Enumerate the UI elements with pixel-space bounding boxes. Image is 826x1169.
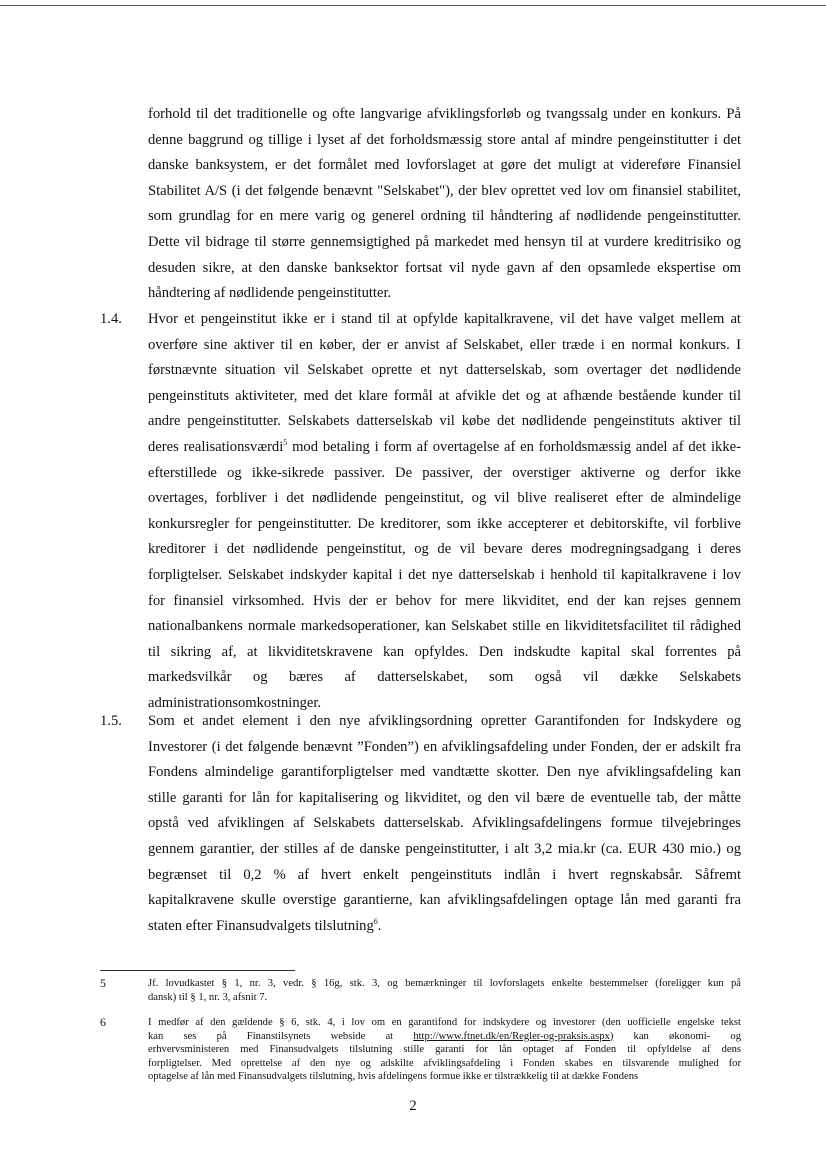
text-line <box>148 179 741 205</box>
text-segment: som grundlag for en mere varig og generel ordning til håndtering af nødlidende pengeinstitutter. <box>148 208 741 225</box>
text-segment: kan ses på Finanstilsynets webside at <box>148 1030 414 1042</box>
text-segment: forpligtelser. Selskabet indskyder kapital i det nye datterselskab i henhold til kapitalkravene i lov <box>148 566 741 583</box>
text-line <box>148 1016 741 1030</box>
text-line <box>148 358 741 384</box>
text-line <box>148 512 741 538</box>
text-line <box>148 786 741 812</box>
text-segment: forhold til det traditionelle og ofte langvarige afviklingsforløb og tvangssalg under en konkurs. På <box>148 106 741 122</box>
text-line <box>148 307 741 333</box>
text-segment: kan økonomi- og <box>613 1030 742 1042</box>
paragraph-number: 1.5. <box>100 713 122 729</box>
top-rule <box>0 5 826 6</box>
text-segment: til sikring af, at likviditetskravene kan opfyldes. Den indskudte kapital skal forrentes på <box>148 643 741 660</box>
footnote-5 <box>100 976 741 1004</box>
text-line <box>148 1043 741 1057</box>
text-segment: nationalbankens normale markedsoperationer, kan Selskabet stille en likviditetsfacilitet til rådighed <box>148 618 741 635</box>
footnote-reference: 6 <box>373 916 378 926</box>
text-line <box>148 614 741 640</box>
text-line <box>148 735 741 761</box>
text-line <box>148 204 741 230</box>
text-line <box>148 589 741 615</box>
text-line <box>148 435 741 461</box>
footnote-reference: 5 <box>283 437 288 447</box>
text-line <box>148 991 741 1005</box>
text-line <box>148 409 741 435</box>
text-line <box>148 665 741 691</box>
text-line <box>148 888 741 914</box>
text-line <box>148 537 741 563</box>
text-line <box>148 977 741 991</box>
text-segment: Dette vil bidrage til større gennemsigtighed på markedet med hensyn til at vurdere kreditrisiko og <box>148 233 741 250</box>
text-line <box>148 863 741 889</box>
text-segment: for finansiel virksomhed. Hvis der er behov for mere likviditet, end der kan rejses gennem <box>148 592 741 609</box>
text-segment: Investorer (i det følgende benævnt ”Fonden”) en afviklingsafdeling under Fonden, der er adskilt fra <box>148 738 741 755</box>
text-line <box>148 760 741 786</box>
text-segment: opstå ved afviklingen af Selskabets datterselskab. Afviklingsafdelingens formue tilvejebringes <box>148 815 741 832</box>
text-segment: begrænset til 0,2 % af hvert enkelt pengeinstituts indlån i hvert regnskabsår. Såfremt <box>148 866 741 883</box>
text-segment: markedsvilkår og bæres af datterselskabet, som også vil dække Selskabets <box>148 669 741 686</box>
text-line <box>148 128 741 154</box>
text-segment: stille garanti for lån for kapitalisering og likviditet, og den vil bære de eventuelle tab, der måtte <box>148 789 741 806</box>
text-segment: Stabilitet A/S (i det følgende benævnt "Selskabet"), der blev oprettet ved lov om finansiel stabilitet, <box>148 182 741 199</box>
link-url[interactable]: http://www.ftnet.dk/en/Regler-og-praksis.aspx) <box>413 1030 614 1042</box>
text-segment: forpligtelser. Med oprettelse af den nye og adskilte afviklingsafdeling i Fonden skabes en tilsvarende mulighed for <box>148 1057 741 1069</box>
text-line <box>148 914 741 940</box>
footnote-number: 5 <box>100 976 106 990</box>
text-line <box>148 811 741 837</box>
text-line <box>148 563 741 589</box>
text-segment: deres realisationsværdi <box>148 438 284 455</box>
text-segment: Jf. lovudkastet § 1, nr. 3, vedr. § 16g, stk. 3, og bemærkninger til lovforslagets enkelte bestemmelser (foreligger kun på <box>148 978 741 989</box>
paragraph-14 <box>100 307 741 717</box>
text-segment: overføre sine aktiver til en køber, der er anvist af Selskabet, eller træde i en normal konkurs. I <box>148 336 741 353</box>
text-line <box>148 1030 741 1044</box>
footnote-number: 6 <box>100 1015 106 1029</box>
text-segment: kreditorer i det nødlidende pengeinstitut, og de vil bevare deres modregningsadgang i deres <box>148 541 741 558</box>
text-segment: førstnævnte situation vil Selskabet oprette et nyt datterselskab, som overtager det nødlidende <box>148 362 741 379</box>
paragraph-continued <box>148 102 741 307</box>
text-line <box>148 333 741 359</box>
text-segment: efterstillede og ikke-sikrede passiver. De passiver, der overstiger aktiverne og derfor ikke <box>148 464 741 481</box>
text-line <box>148 461 741 487</box>
footnote-6 <box>100 1015 742 1084</box>
text-segment: I medfør af den gældende § 6, stk. 4, i lov om en garantifond for indskydere og investorer (den uofficielle engelske tekst <box>148 1017 741 1028</box>
paragraph-15 <box>100 709 741 939</box>
text-line <box>148 384 741 410</box>
text-segment: Som et andet element i den nye afviklingsordning opretter Garantifonden for Indskydere og <box>148 713 741 729</box>
text-segment: gennem garantier, der stilles af de danske pengeinstitutter, i alt 3,2 mia.kr (ca. EUR 430 mio.) og <box>148 840 741 857</box>
text-segment: dansk) til § 1, nr. 3, afsnit 7. <box>148 991 268 1003</box>
text-segment: konkursregler for pengeinstitutter. De kreditorer, som ikke accepterer et debitorskifte, vil forblive <box>148 515 741 532</box>
footnote-separator <box>100 970 295 971</box>
page-number: 2 <box>409 1098 417 1114</box>
text-segment: denne baggrund og tillige i lyset af det forholdsmæssig store antal af mindre pengeinstitutter i det <box>148 131 741 148</box>
text-segment: Hvor et pengeinstitut ikke er i stand til at opfylde kapitalkravene, vil det have valget mellem at <box>148 311 741 327</box>
text-line <box>148 640 741 666</box>
text-segment: administrationsomkostninger. <box>148 694 322 711</box>
text-line <box>148 281 741 307</box>
paragraph-number: 1.4. <box>100 311 122 327</box>
text-line <box>148 102 741 128</box>
text-segment: andre pengeinstitutter. Selskabets datterselskab vil købe det nødlidende pengeinstituts aktiver til <box>148 413 741 430</box>
text-line <box>148 1057 741 1071</box>
text-line <box>148 1070 741 1084</box>
text-segment: håndtering af nødlidende pengeinstitutter. <box>148 285 392 302</box>
text-segment: danske banksystem, er det formålet med lovforslaget at gøre det muligt at videreføre Finansiel <box>148 157 741 174</box>
text-segment: . <box>377 917 382 934</box>
text-segment: kapitalkravene skulle overstige garantierne, kan afviklingsafdelingen optage lån med garanti fra <box>148 892 741 909</box>
text-segment: desuden sikre, at den danske banksektor fortsat vil nyde gavn af den opsamlede ekspertise om <box>148 259 741 276</box>
text-line <box>148 486 741 512</box>
text-segment: pengeinstituts aktiviteter, med det klare formål at afvikle det og at afhænde bestående kunder til <box>148 387 741 404</box>
text-segment: Fondens almindelige garantiforpligtelser med vandtætte skotter. Den nye afviklingsafdeling kan <box>148 764 741 781</box>
text-segment: erhvervsministeren med Finansudvalgets tilslutning stille garanti for lån optaget af Fonden til opfyldelse af dens <box>148 1044 741 1056</box>
text-line <box>148 153 741 179</box>
text-line <box>148 230 741 256</box>
text-segment: overtages, forbliver i det nødlidende pengeinstitut, og vil blive realiseret efter de almindelige <box>148 490 741 507</box>
text-line <box>148 837 741 863</box>
text-line <box>148 709 741 735</box>
text-segment: optagelse af lån med Finansudvalgets tilslutning, hvis afdelingens formue ikke er tilstrækkelig til at dække Fondens <box>148 1071 639 1083</box>
text-segment: staten efter Finansudvalgets tilslutning <box>148 917 374 934</box>
text-line <box>148 256 741 282</box>
text-segment: mod betaling i form af overtagelse af en forholdsmæssig andel af det ikke- <box>287 438 741 455</box>
